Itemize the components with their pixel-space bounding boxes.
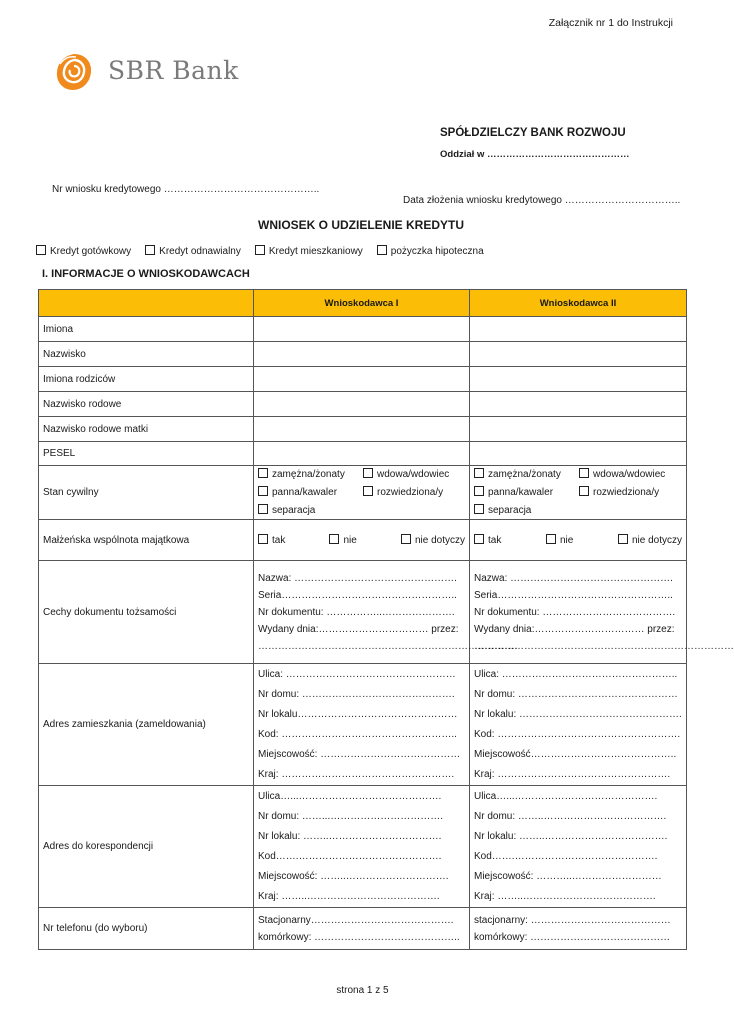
street-field[interactable]: Ulica…...……………………………………. [474,790,658,802]
community-options-cell [470,520,687,561]
table-row [39,520,687,561]
column-header-applicant-2: Wnioskodawca II [470,290,687,317]
marital-option[interactable]: zamężna/żonaty [258,466,363,483]
checkbox-icon[interactable] [329,534,339,544]
address-cell [470,664,687,786]
row-label: Nazwisko rodowe matki [39,417,254,442]
row-label: Małżeńska wspólnota majątkowa [39,520,254,561]
checkbox-icon[interactable] [546,534,556,544]
row-label: Nazwisko [39,342,254,367]
table-row [39,786,687,908]
checkbox-icon[interactable] [36,245,46,255]
row-label: Nr telefonu (do wyboru) [39,908,254,950]
checkbox-icon[interactable] [258,504,268,514]
house-number-field[interactable]: Nr domu: ……...……………………………. [258,810,444,822]
input-cell[interactable] [254,442,470,466]
marital-options-cell [254,466,470,520]
input-cell[interactable] [254,417,470,442]
street-field[interactable]: Ulica: …………………………………………… [258,668,456,680]
submission-date-field[interactable]: Data złożenia wniosku kredytowego …………………………….. [403,195,681,206]
country-field[interactable]: Kraj: ……..…………………………………. [474,890,656,902]
phone-cell [470,908,687,950]
address-cell [254,664,470,786]
credit-type-option[interactable]: Kredyt odnawialny [145,245,241,257]
applicants-table [38,289,734,950]
apartment-field[interactable]: Nr lokalu: ……..………………………………. [474,830,668,842]
table-row [39,908,687,950]
community-option[interactable]: nie dotyczy [401,534,465,546]
checkbox-icon[interactable] [401,534,411,544]
community-option[interactable]: nie [546,534,573,546]
input-cell[interactable] [470,367,687,392]
country-field[interactable]: Kraj: ……………………………………………. [258,768,455,780]
marital-option[interactable]: panna/kawaler [258,484,363,501]
row-label: PESEL [39,442,254,466]
doc-issued-field[interactable]: Wydany dnia:…………………………… przez: [258,623,459,635]
checkbox-icon[interactable] [255,245,265,255]
section-title: I. INFORMACJE O WNIOSKODAWCACH [42,268,250,280]
table-row [39,466,687,520]
landline-field[interactable]: stacjonarny: …………………………………… [474,914,671,926]
row-label: Adres do korespondencji [39,786,254,908]
logo-text: SBR Bank [108,56,239,85]
table-header-row [39,290,687,317]
phone-cell [254,908,470,950]
community-option[interactable]: tak [258,534,285,546]
checkbox-icon[interactable] [363,468,373,478]
input-cell[interactable] [254,392,470,417]
marital-option[interactable]: rozwiedziona/y [363,484,463,501]
city-field[interactable]: Miejscowość: ………..……………………… [474,870,662,882]
marital-option[interactable]: wdowa/wdowiec [363,466,463,483]
input-cell[interactable] [254,342,470,367]
marital-option[interactable]: separacja [258,502,363,519]
community-option[interactable]: tak [474,534,501,546]
document-cell [470,561,734,664]
city-field[interactable]: Miejscowość: ……..…………………………. [258,870,449,882]
checkbox-icon[interactable] [258,486,268,496]
marital-option[interactable]: wdowa/wdowiec [579,466,679,483]
checkbox-icon[interactable] [258,534,268,544]
country-field[interactable]: Kraj: ……………………………………………. [474,768,671,780]
community-option[interactable]: nie dotyczy [618,534,682,546]
form-title: WNIOSEK O UDZIELENIE KREDYTU [258,218,465,232]
input-cell[interactable] [470,392,687,417]
city-field[interactable]: Miejscowość: …………………………………… [258,748,461,760]
street-field[interactable]: Ulica: …………………………………………….. [474,668,678,680]
apartment-field[interactable]: Nr lokalu………………………………………… [258,708,458,720]
street-field[interactable]: Ulica…...……………………………………. [258,790,442,802]
postal-code-field[interactable]: Kod…….……………………………………. [474,850,658,862]
header-blank-cell [39,290,254,317]
checkbox-icon[interactable] [474,468,484,478]
house-number-field[interactable]: Nr domu: ………………………………………… [474,688,678,700]
column-header-applicant-1: Wnioskodawca I [254,290,470,317]
credit-type-option[interactable]: Kredyt mieszkaniowy [255,245,363,257]
marital-option[interactable]: rozwiedziona/y [579,484,679,501]
checkbox-icon[interactable] [258,468,268,478]
checkbox-icon[interactable] [474,534,484,544]
document-cell [254,561,518,664]
doc-number-field[interactable]: Nr dokumentu: ……………..…………………. [258,606,455,618]
table-row [39,342,687,367]
postal-code-field[interactable]: Kod: …………………………………………….. [258,728,457,740]
input-cell[interactable] [254,367,470,392]
apartment-field[interactable]: Nr lokalu: …………………………………………. [474,708,682,720]
address-cell [254,786,470,908]
apartment-field[interactable]: Nr lokalu: ……..……………………………. [258,830,442,842]
table-row [39,367,687,392]
row-label: Cechy dokumentu tożsamości [39,561,254,664]
input-cell[interactable] [254,317,470,342]
input-cell[interactable] [470,342,687,367]
checkbox-icon[interactable] [363,486,373,496]
row-label: Stan cywilny [39,466,254,520]
marital-option[interactable]: panna/kawaler [474,484,579,501]
row-label: Adres zamieszkania (zameldowania) [39,664,254,786]
table-row [39,561,687,664]
community-option[interactable]: nie [329,534,356,546]
credit-type-options [36,245,484,257]
credit-type-option[interactable]: pożyczka hipoteczna [377,245,484,257]
postal-code-field[interactable]: Kod: ………………………………………………. [474,728,681,740]
checkbox-icon[interactable] [579,486,589,496]
mobile-field[interactable]: komórkowy: …………………………………….. [258,931,460,943]
table-row [39,442,687,466]
doc-issued-field[interactable]: Wydany dnia:…………………………… przez: [474,623,675,635]
checkbox-icon[interactable] [618,534,628,544]
loan-number-field[interactable]: Nr wniosku kredytowego ……………………………………….. [52,184,320,195]
doc-issuer-field[interactable]: …………………………………………………………………… [474,640,734,652]
input-cell[interactable] [470,442,687,466]
marital-options-cell [470,466,687,520]
marital-option[interactable]: zamężna/żonaty [474,466,579,483]
house-number-field[interactable]: Nr domu: ………………………………………. [258,688,455,700]
input-cell[interactable] [470,317,687,342]
checkbox-icon[interactable] [474,504,484,514]
row-label: Imiona rodziców [39,367,254,392]
checkbox-icon[interactable] [377,245,387,255]
doc-number-field[interactable]: Nr dokumentu: …………………………………. [474,606,676,618]
row-label: Nazwisko rodowe [39,392,254,417]
checkbox-icon[interactable] [579,468,589,478]
doc-name-field[interactable]: Nazwa: …………………………………………. [258,572,457,584]
country-field[interactable]: Kraj: ……..…………………………………. [258,890,440,902]
table-row [39,664,687,786]
page-number: strona 1 z 5 [336,985,389,996]
doc-series-field[interactable]: Seria…………………………………………….. [474,589,673,601]
postal-code-field[interactable]: Kod…….……………………………………. [258,850,442,862]
community-options-cell [254,520,470,561]
doc-name-field[interactable]: Nazwa: …………………………………………. [474,572,673,584]
doc-series-field[interactable]: Seria…………………………………………….. [258,589,457,601]
attachment-note: Załącznik nr 1 do Instrukcji [548,17,673,29]
landline-field[interactable]: Stacjonarny……………………………………. [258,914,454,926]
rose-logo-icon [52,50,96,94]
city-field[interactable]: Miejscowość…………………………………….. [474,748,677,760]
checkbox-icon[interactable] [145,245,155,255]
marital-option[interactable]: separacja [474,502,579,519]
mobile-field[interactable]: komórkowy: …………………………………… [474,931,671,943]
table-row [39,417,687,442]
credit-type-option[interactable]: Kredyt gotówkowy [36,245,131,257]
table-row [39,317,687,342]
house-number-field[interactable]: Nr domu: ……..………………………………. [474,810,667,822]
address-cell [470,786,687,908]
doc-issuer-field[interactable]: …………………………………………………………………… [258,640,518,652]
row-label: Imiona [39,317,254,342]
checkbox-icon[interactable] [474,486,484,496]
branch-field[interactable]: Oddział w ……………………………………… [440,149,630,160]
table-row [39,392,687,417]
input-cell[interactable] [470,417,687,442]
bank-name: SPÓŁDZIELCZY BANK ROZWOJU [440,127,626,139]
